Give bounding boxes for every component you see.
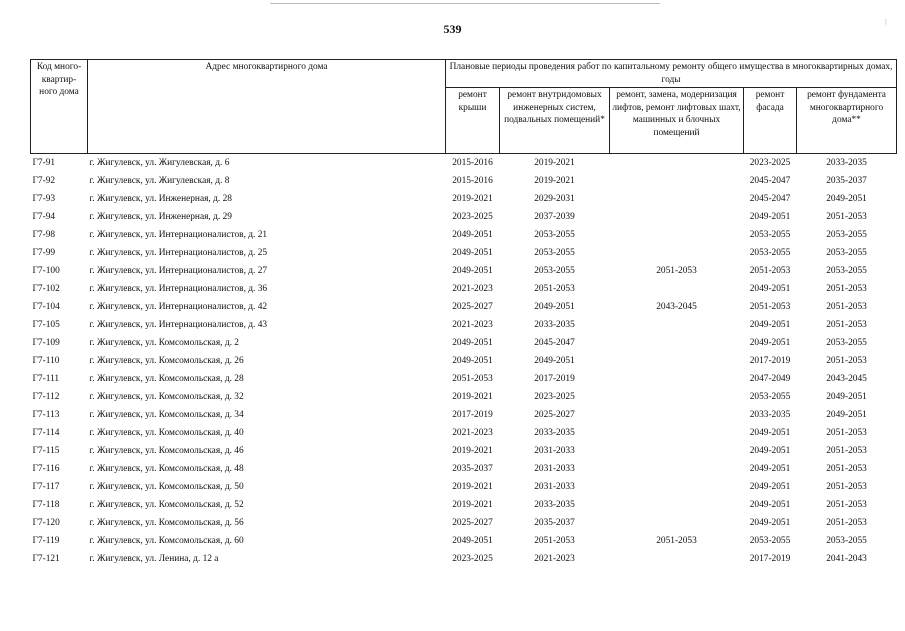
row-facade: 2045-2047 xyxy=(749,193,791,204)
table-row xyxy=(31,298,897,316)
row-facade: 2049-2051 xyxy=(749,283,791,294)
header-address: Адрес многоквартирного дома xyxy=(88,60,446,154)
row-code: Г7-98 xyxy=(32,229,56,240)
row-roof: 2021-2023 xyxy=(452,427,493,438)
row-address: г. Жигулевск, ул. Интернационалистов, д. 42 xyxy=(89,301,268,312)
table-row xyxy=(31,442,897,460)
row-roof: 2021-2023 xyxy=(452,283,493,294)
table-row xyxy=(31,460,897,478)
row-systems: 2017-2019 xyxy=(534,373,575,384)
table-body xyxy=(31,154,897,569)
row-code: Г7-93 xyxy=(32,193,56,204)
row-foundation: 2051-2053 xyxy=(826,499,867,510)
row-address: г. Жигулевск, ул. Инженерная, д. 29 xyxy=(89,211,232,222)
row-lifts xyxy=(610,478,744,496)
row-roof: 2021-2023 xyxy=(452,319,493,330)
table-row xyxy=(31,190,897,208)
table-row xyxy=(31,424,897,442)
row-facade: 2047-2049 xyxy=(749,373,791,384)
table-row xyxy=(31,154,897,173)
row-lifts xyxy=(610,190,744,208)
row-roof: 2049-2051 xyxy=(452,535,493,546)
row-systems: 2045-2047 xyxy=(534,337,575,348)
row-foundation: 2033-2035 xyxy=(826,157,867,168)
row-systems: 2023-2025 xyxy=(534,391,575,402)
row-lifts xyxy=(610,280,744,298)
row-roof: 2035-2037 xyxy=(452,463,493,474)
row-code: Г7-94 xyxy=(32,211,56,222)
row-code: Г7-105 xyxy=(32,319,60,330)
row-code: Г7-102 xyxy=(32,283,60,294)
row-foundation: 2053-2055 xyxy=(826,535,867,546)
table-row xyxy=(31,550,897,568)
row-lifts xyxy=(610,550,744,568)
row-lifts xyxy=(610,316,744,334)
row-systems: 2053-2055 xyxy=(534,265,575,276)
row-address: г. Жигулевск, ул. Комсомольская, д. 48 xyxy=(89,463,244,474)
row-code: Г7-117 xyxy=(32,481,60,492)
row-foundation: 2051-2053 xyxy=(826,319,867,330)
table-row xyxy=(31,172,897,190)
row-address: г. Жигулевск, ул. Интернационалистов, д. 21 xyxy=(89,229,268,240)
row-facade: 2045-2047 xyxy=(749,175,791,186)
row-facade: 2051-2053 xyxy=(749,301,791,312)
row-code: Г7-115 xyxy=(32,445,60,456)
row-systems: 2053-2055 xyxy=(534,247,575,258)
row-address: г. Жигулевск, ул. Жигулевская, д. 6 xyxy=(89,157,230,168)
table-row xyxy=(31,496,897,514)
table-row xyxy=(31,280,897,298)
row-systems: 2049-2051 xyxy=(534,301,575,312)
row-systems: 2037-2039 xyxy=(534,211,575,222)
row-foundation: 2053-2055 xyxy=(826,229,867,240)
row-facade: 2049-2051 xyxy=(749,319,791,330)
row-code: Г7-111 xyxy=(32,373,60,384)
row-address: г. Жигулевск, ул. Жигулевская, д. 8 xyxy=(89,175,230,186)
table-row xyxy=(31,352,897,370)
row-lifts: 2043-2045 xyxy=(656,301,697,312)
row-roof: 2049-2051 xyxy=(452,265,493,276)
row-facade: 2049-2051 xyxy=(749,337,791,348)
row-foundation: 2041-2043 xyxy=(826,553,867,564)
row-roof: 2049-2051 xyxy=(452,229,493,240)
row-lifts xyxy=(610,370,744,388)
capital-repair-schedule-table xyxy=(30,59,897,568)
row-code: Г7-116 xyxy=(32,463,60,474)
header-facade: ремонт фасада xyxy=(744,88,797,154)
row-foundation: 2051-2053 xyxy=(826,283,867,294)
row-lifts: 2051-2053 xyxy=(656,535,697,546)
table-row xyxy=(31,262,897,280)
row-address: г. Жигулевск, ул. Комсомольская, д. 40 xyxy=(89,427,244,438)
header-planned-periods: Плановые периоды проведения работ по капитальному ремонту общего имущества в многоквартирных домах, годы xyxy=(446,60,897,88)
row-lifts xyxy=(610,334,744,352)
row-systems: 2051-2053 xyxy=(534,283,575,294)
row-facade: 2053-2055 xyxy=(749,391,791,402)
row-code: Г7-91 xyxy=(32,157,56,168)
row-foundation: 2051-2053 xyxy=(826,517,867,528)
row-lifts xyxy=(610,442,744,460)
table-row xyxy=(31,370,897,388)
row-roof: 2049-2051 xyxy=(452,355,493,366)
table-row xyxy=(31,406,897,424)
header-systems: ремонт внутридомовых инженерных систем, подвальных помещений* xyxy=(500,88,610,154)
row-foundation: 2049-2051 xyxy=(826,391,867,402)
row-code: Г7-100 xyxy=(32,265,60,276)
table-row xyxy=(31,226,897,244)
row-roof: 2019-2021 xyxy=(452,193,493,204)
row-lifts xyxy=(610,496,744,514)
row-systems: 2033-2035 xyxy=(534,427,575,438)
row-code: Г7-119 xyxy=(32,535,60,546)
row-roof: 2019-2021 xyxy=(452,391,493,402)
row-facade: 2017-2019 xyxy=(749,355,791,366)
row-foundation: 2035-2037 xyxy=(826,175,867,186)
row-address: г. Жигулевск, ул. Комсомольская, д. 28 xyxy=(89,373,244,384)
scan-top-edge-line xyxy=(270,3,660,4)
row-code: Г7-118 xyxy=(32,499,60,510)
row-lifts xyxy=(610,406,744,424)
row-roof: 2023-2025 xyxy=(452,553,493,564)
table-row xyxy=(31,208,897,226)
row-code: Г7-92 xyxy=(32,175,56,186)
row-systems: 2029-2031 xyxy=(534,193,575,204)
row-lifts xyxy=(610,424,744,442)
row-foundation: 2051-2053 xyxy=(826,301,867,312)
row-systems: 2019-2021 xyxy=(534,157,575,168)
row-address: г. Жигулевск, ул. Комсомольская, д. 46 xyxy=(89,445,244,456)
row-address: г. Жигулевск, ул. Интернационалистов, д. 36 xyxy=(89,283,268,294)
row-foundation: 2053-2055 xyxy=(826,247,867,258)
row-systems: 2049-2051 xyxy=(534,355,575,366)
header-row-main xyxy=(31,60,897,88)
table-row xyxy=(31,478,897,496)
header-roof: ремонт крыши xyxy=(446,88,500,154)
row-roof: 2015-2016 xyxy=(452,157,493,168)
table-row xyxy=(31,388,897,406)
row-facade: 2023-2025 xyxy=(749,157,791,168)
table-row xyxy=(31,514,897,532)
row-facade: 2053-2055 xyxy=(749,535,791,546)
row-facade: 2051-2053 xyxy=(749,265,791,276)
row-lifts xyxy=(610,352,744,370)
row-code: Г7-104 xyxy=(32,301,60,312)
row-roof: 2019-2021 xyxy=(452,481,493,492)
row-code: Г7-109 xyxy=(32,337,60,348)
row-facade: 2049-2051 xyxy=(749,517,791,528)
row-facade: 2049-2051 xyxy=(749,427,791,438)
row-address: г. Жигулевск, ул. Интернационалистов, д. 43 xyxy=(89,319,268,330)
row-facade: 2049-2051 xyxy=(749,481,791,492)
row-lifts xyxy=(610,226,744,244)
row-address: г. Жигулевск, ул. Комсомольская, д. 26 xyxy=(89,355,244,366)
row-address: г. Жигулевск, ул. Ленина, д. 12 а xyxy=(89,553,219,564)
row-foundation: 2049-2051 xyxy=(826,193,867,204)
row-code: Г7-120 xyxy=(32,517,60,528)
row-foundation: 2051-2053 xyxy=(826,481,867,492)
row-foundation: 2051-2053 xyxy=(826,355,867,366)
row-foundation: 2051-2053 xyxy=(826,211,867,222)
row-roof: 2017-2019 xyxy=(452,409,493,420)
table-row xyxy=(31,532,897,550)
row-roof: 2019-2021 xyxy=(452,499,493,510)
table-row xyxy=(31,316,897,334)
row-roof: 2015-2016 xyxy=(452,175,493,186)
row-address: г. Жигулевск, ул. Комсомольская, д. 32 xyxy=(89,391,244,402)
row-address: г. Жигулевск, ул. Комсомольская, д. 52 xyxy=(89,499,244,510)
row-facade: 2053-2055 xyxy=(749,247,791,258)
row-roof: 2019-2021 xyxy=(452,445,493,456)
row-address: г. Жигулевск, ул. Интернационалистов, д. 25 xyxy=(89,247,268,258)
row-systems: 2031-2033 xyxy=(534,481,575,492)
row-roof: 2049-2051 xyxy=(452,337,493,348)
row-code: Г7-114 xyxy=(32,427,60,438)
row-foundation: 2053-2055 xyxy=(826,265,867,276)
row-facade: 2049-2051 xyxy=(749,445,791,456)
header-code: Код много-квартир-ного дома xyxy=(31,60,88,154)
row-roof: 2025-2027 xyxy=(452,301,493,312)
row-lifts xyxy=(610,172,744,190)
row-lifts xyxy=(610,208,744,226)
margin-stamp-mark: · · · · · xyxy=(882,18,888,25)
row-systems: 2031-2033 xyxy=(534,463,575,474)
row-address: г. Жигулевск, ул. Комсомольская, д. 60 xyxy=(89,535,244,546)
row-systems: 2051-2053 xyxy=(534,535,575,546)
row-foundation: 2053-2055 xyxy=(826,337,867,348)
row-address: г. Жигулевск, ул. Инженерная, д. 28 xyxy=(89,193,232,204)
row-facade: 2017-2019 xyxy=(749,553,791,564)
row-lifts xyxy=(610,244,744,262)
table-row xyxy=(31,334,897,352)
table-row xyxy=(31,244,897,262)
row-code: Г7-110 xyxy=(32,355,60,366)
row-address: г. Жигулевск, ул. Комсомольская, д. 2 xyxy=(89,337,239,348)
row-lifts xyxy=(610,154,744,173)
row-foundation: 2051-2053 xyxy=(826,463,867,474)
row-code: Г7-112 xyxy=(32,391,60,402)
row-lifts: 2051-2053 xyxy=(656,265,697,276)
row-roof: 2025-2027 xyxy=(452,517,493,528)
row-foundation: 2043-2045 xyxy=(826,373,867,384)
row-foundation: 2051-2053 xyxy=(826,427,867,438)
row-systems: 2021-2023 xyxy=(534,553,575,564)
row-systems: 2033-2035 xyxy=(534,499,575,510)
row-foundation: 2051-2053 xyxy=(826,445,867,456)
row-code: Г7-113 xyxy=(32,409,60,420)
row-address: г. Жигулевск, ул. Комсомольская, д. 50 xyxy=(89,481,244,492)
row-address: г. Жигулевск, ул. Комсомольская, д. 56 xyxy=(89,517,244,528)
row-lifts xyxy=(610,460,744,478)
row-systems: 2031-2033 xyxy=(534,445,575,456)
row-facade: 2049-2051 xyxy=(749,463,791,474)
row-systems: 2035-2037 xyxy=(534,517,575,528)
row-lifts xyxy=(610,514,744,532)
page-number: 539 xyxy=(443,22,462,36)
row-systems: 2033-2035 xyxy=(534,319,575,330)
row-foundation: 2049-2051 xyxy=(826,409,867,420)
row-facade: 2053-2055 xyxy=(749,229,791,240)
row-facade: 2033-2035 xyxy=(749,409,791,420)
row-address: г. Жигулевск, ул. Комсомольская, д. 34 xyxy=(89,409,244,420)
row-roof: 2023-2025 xyxy=(452,211,493,222)
row-facade: 2049-2051 xyxy=(749,499,791,510)
row-systems: 2053-2055 xyxy=(534,229,575,240)
header-lifts: ремонт, замена, модернизация лифтов, ремонт лифтовых шахт, машинных и блочных помещений xyxy=(610,88,744,154)
row-code: Г7-99 xyxy=(32,247,56,258)
row-address: г. Жигулевск, ул. Интернационалистов, д. 27 xyxy=(89,265,268,276)
row-roof: 2051-2053 xyxy=(452,373,493,384)
row-facade: 2049-2051 xyxy=(749,211,791,222)
row-systems: 2019-2021 xyxy=(534,175,575,186)
row-code: Г7-121 xyxy=(32,553,60,564)
header-foundation: ремонт фундамента многоквартирного дома** xyxy=(797,88,897,154)
row-roof: 2049-2051 xyxy=(452,247,493,258)
row-systems: 2025-2027 xyxy=(534,409,575,420)
row-lifts xyxy=(610,388,744,406)
